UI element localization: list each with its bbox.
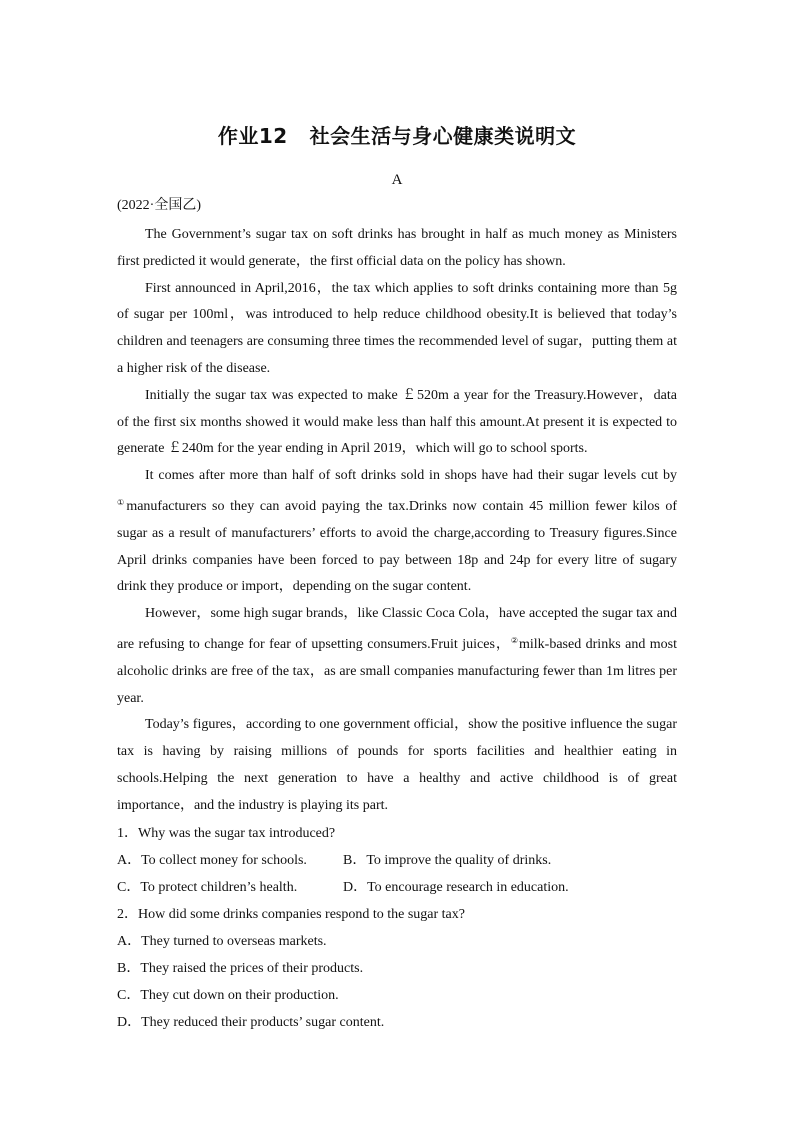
- paragraph-4-text-end: manufacturers so they can avoid paying the tax.Drinks now contain 45 million fewer kilos of sugar as a result of manufacturers’ efforts to avoid the charge,according to Treasury figures.Since April drinks companies have been forced to pay between 18p and 24p for every litre of sugary drink they produce or import，depending on the sugar content.: [117, 498, 678, 595]
- paragraph-6: Today’s figures，according to one government official，show the positive influence the sugar tax is having by raising millions of pounds for sports facilities and healthier eating in schools.Helping the next generation to have a healthy and active childhood is of great importance，and the industry is playing its part.: [117, 717, 677, 813]
- paragraph-2: First announced in April,2016，the tax which applies to soft drinks containing more than 5g of sugar per 100ml，was introduced to help reduce childhood obesity.It is believed that today’s children and teenagers are consuming three times the recommended level of sugar，putting them at a higher risk of the disease.: [117, 280, 677, 376]
- option-d[interactable]: D．To encourage research in education.: [343, 879, 569, 895]
- paragraph-1: The Government’s sugar tax on soft drinks has brought in half as much money as Ministers first predicted it would generate，the first official data on the policy has shown.: [117, 227, 677, 269]
- option-a[interactable]: A．To collect money for schools.: [117, 852, 307, 868]
- paragraph-3: Initially the sugar tax was expected to make ￡520m a year for the Treasury.However，data of the first six months showed it would make less than half this amount.At present it is expected to generate ￡240m for the year ending in April 2019，which will go to school sports.: [117, 387, 677, 457]
- option-b[interactable]: B．To improve the quality of drinks.: [343, 852, 552, 868]
- question-stem: 1．Why was the sugar tax introduced?: [117, 825, 336, 841]
- option-c[interactable]: C．They cut down on their production.: [117, 987, 339, 1003]
- option-d[interactable]: D．They reduced their products’ sugar content.: [117, 1014, 385, 1030]
- section-letter: A: [391, 172, 403, 188]
- annotation-marker-1: ①: [117, 497, 127, 507]
- title-topic: 社会生活与身心健康类说明文: [309, 124, 577, 148]
- passage-body: [117, 222, 677, 1036]
- question-1: [117, 820, 677, 901]
- paragraph-5: [117, 601, 677, 712]
- question-stem: 2．How did some drinks companies respond to the sugar tax?: [117, 906, 465, 922]
- question-2: [117, 901, 677, 1036]
- passage-source: (2022·全国乙): [117, 198, 201, 213]
- option-a[interactable]: A．They turned to overseas markets.: [117, 933, 327, 949]
- title-assignment-number: 作业12: [217, 124, 288, 148]
- paragraph-4-text-start: It comes after more than half of soft drinks sold in shops have had their sugar levels cut by: [145, 468, 677, 484]
- paragraph-4: [117, 463, 677, 601]
- annotation-marker-2: ②: [510, 635, 519, 645]
- option-b[interactable]: B．They raised the prices of their products.: [117, 960, 364, 976]
- paragraph-5-text-end: milk-based drinks and most alcoholic drinks are free of the tax，as are small companies manufacturing fewer than 1m litres per year.: [117, 636, 678, 706]
- paragraph-5-text-start: However，some high sugar brands，like Classic Coca Cola，have accepted the sugar tax and are refusing to change for fear of upsetting consumers.Fruit juices，: [117, 606, 677, 652]
- option-c[interactable]: C．To protect children’s health.: [117, 879, 298, 895]
- page-title: [0, 120, 794, 149]
